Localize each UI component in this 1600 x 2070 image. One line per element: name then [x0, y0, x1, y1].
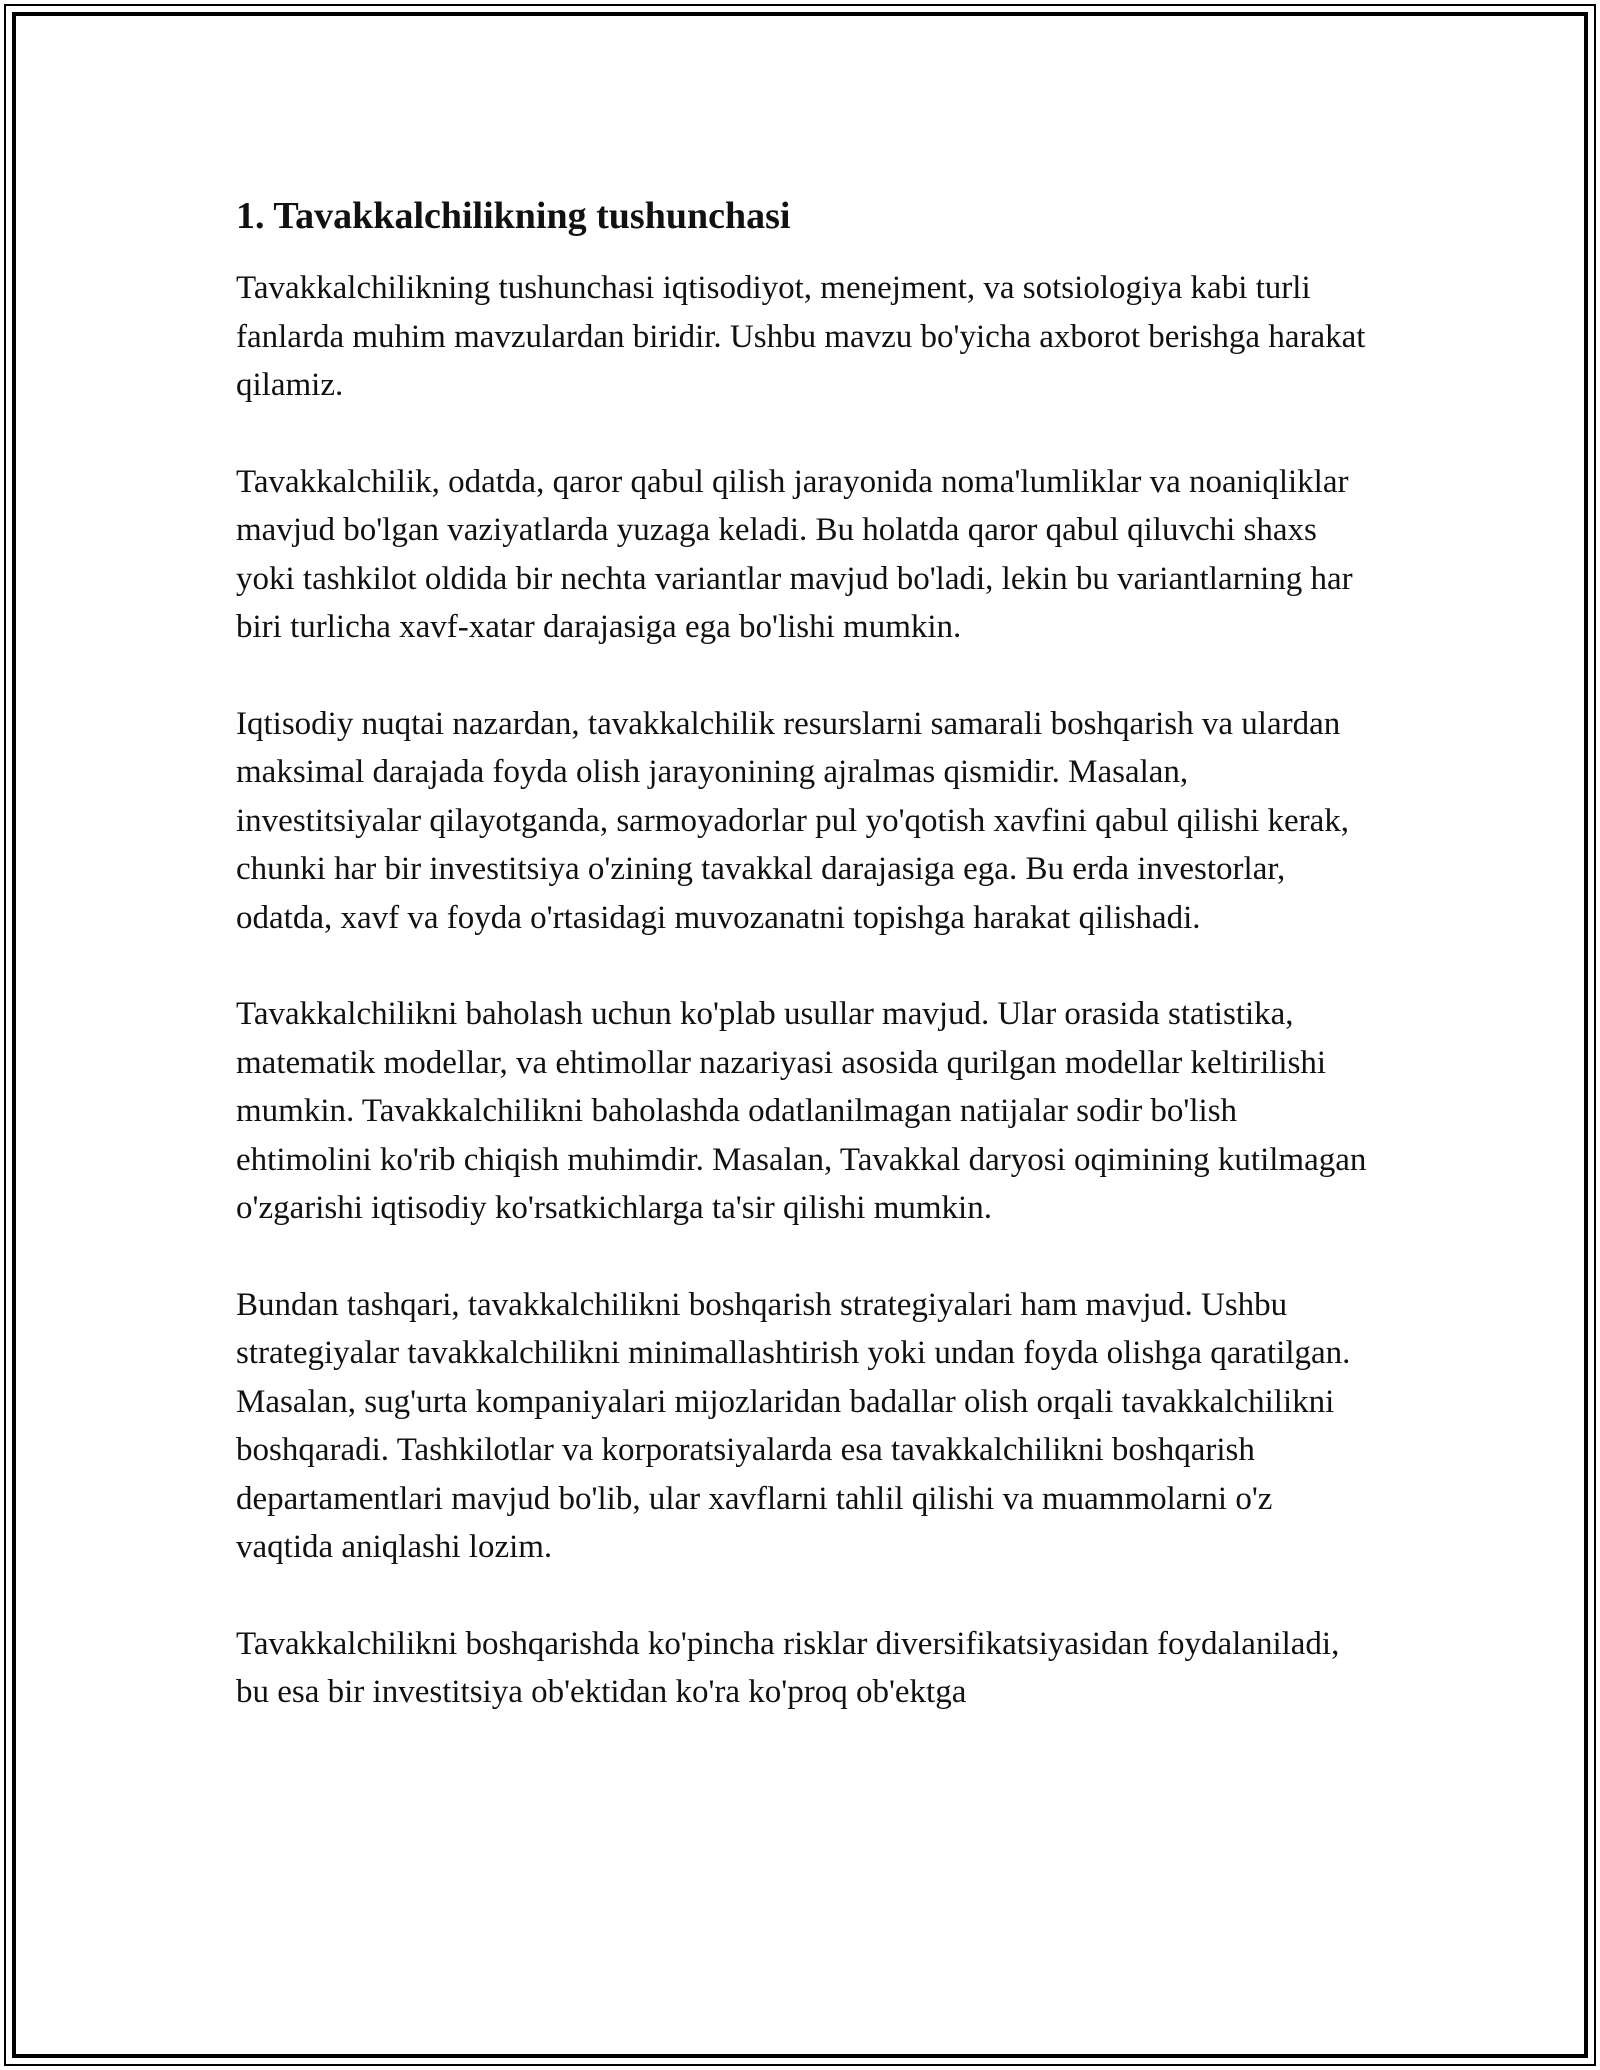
- paragraph-5: Bundan tashqari, tavakkalchilikni boshqarish strategiyalari ham mavjud. Ushbu strategiyalar tavakkalchilikni minimallashtirish yoki undan foyda olishga qaratilgan. Masalan, sug'urta kompaniyalari mijozlaridan badallar olish orqali tavakkalchilikni boshqaradi. Tashkilotlar va korporatsiyalarda esa tavakkalchilikni boshqarish departamentlari mavjud bo'lib, ular xavflarni tahlil qilishi va muammolarni o'z vaqtida aniqlashi lozim.: [236, 1286, 1351, 1565]
- paragraph-2: Tavakkalchilik, odatda, qaror qabul qilish jarayonida noma'lumliklar va noaniqliklar mavjud bo'lgan vaziyatlarda yuzaga keladi. Bu holatda qaror qabul qiluvchi shaxs yoki tashkilot oldida bir nechta variantlar mavjud bo'ladi, lekin bu variantlarning har biri turlicha xavf-xatar darajasiga ega bo'lishi mumkin.: [236, 463, 1353, 645]
- paragraph-6: Tavakkalchilikni boshqarishda ko'pincha risklar diversifikatsiyasidan foydalaniladi, bu esa bir investitsiya ob'ektidan ko'ra ko'proq ob'ektga: [236, 1625, 1340, 1710]
- paragraph-1: Tavakkalchilikning tushunchasi iqtisodiyot, menejment, va sotsiologiya kabi turli fanlarda muhim mavzulardan biridir. Ushbu mavzu bo'yicha axborot berishga harakat qilamiz.: [236, 270, 1366, 403]
- document-body: [236, 188, 1376, 1765]
- paragraph-4: Tavakkalchilikni baholash uchun ko'plab usullar mavjud. Ular orasida statistika, matematik modellar, va ehtimollar nazariyasi asosida qurilgan modellar keltirilishi mumkin. Tavakkalchilikni baholashda odatlanilmagan natijalar sodir bo'lish ehtimolini ko'rib chiqish muhimdir. Masalan, Tavakkal daryosi oqimining kutilmagan o'zgarishi iqtisodiy ko'rsatkichlarga ta'sir qilishi mumkin.: [236, 996, 1367, 1226]
- paragraph-3: Iqtisodiy nuqtai nazardan, tavakkalchilik resurslarni samarali boshqarish va ulardan maksimal darajada foyda olish jarayonining ajralmas qismidir. Masalan, investitsiyalar qilayotganda, sarmoyadorlar pul yo'qotish xavfini qabul qilishi kerak, chunki har bir investitsiya o'zining tavakkal darajasiga ega. Bu erda investorlar, odatda, xavf va foyda o'rtasidagi muvozanatni topishga harakat qilishadi.: [236, 705, 1350, 936]
- section-heading: 1. Tavakkalchilikning tushunchasi: [236, 195, 791, 237]
